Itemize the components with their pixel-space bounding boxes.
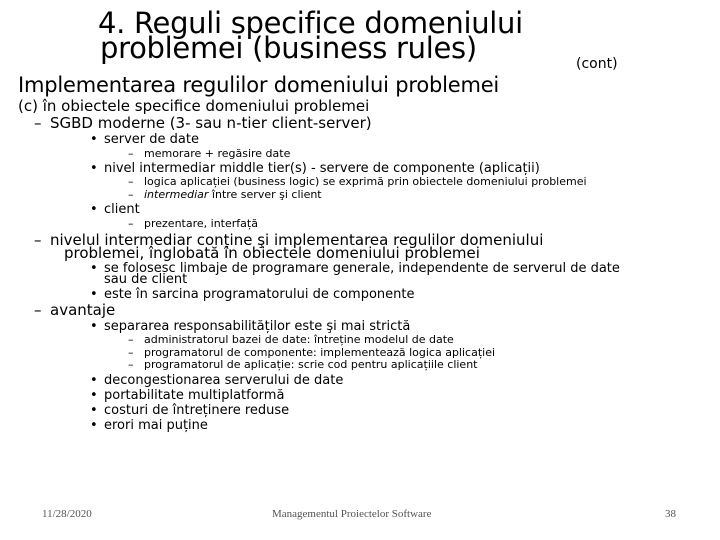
item-nivelul-intermediar-cont: problemei, înglobată în obiectele domeniului problemei	[64, 244, 480, 262]
item-memorare: – memorare + regăsire date	[128, 147, 291, 160]
item-client: • client	[90, 202, 140, 217]
bullet-marker: •	[90, 261, 98, 276]
item-separarea: • separarea responsabilităților este şi mai strictă	[90, 319, 411, 334]
bullet-marker: •	[90, 287, 98, 302]
item-portabilitate: • portabilitate multiplatformă	[90, 388, 285, 403]
slide-subtitle: Implementarea regulilor domeniului problemei	[18, 73, 500, 97]
item-avantaje: – avantaje	[34, 301, 116, 319]
item-erori: • erori mai puține	[90, 418, 208, 433]
item-nivel-intermediar: • nivel intermediar middle tier(s) - servere de componente (aplicații)	[90, 161, 540, 176]
slide-title-line1: 4. Reguli specifice domeniului	[98, 6, 523, 40]
context-line: (c) în obiectele specifice domeniului problemei	[18, 97, 370, 115]
item-server-date: • server de date	[90, 132, 199, 147]
footer-course: Managementul Proiectelor Software	[272, 508, 432, 520]
item-intermediar: – intermediar între server şi client	[128, 188, 322, 201]
item-sgbd: – SGBD moderne (3- sau n-tier client-server)	[34, 114, 372, 132]
item-costuri: • costuri de întreținere reduse	[90, 403, 290, 418]
dash-marker: –	[128, 175, 134, 188]
dash-marker: –	[128, 188, 134, 201]
item-limbaje-cont: sau de client	[104, 272, 188, 287]
item-limbaje: • se folosesc limbaje de programare generale, independente de serverul de date	[90, 261, 620, 276]
dash-marker: –	[34, 301, 42, 319]
bullet-marker: •	[90, 418, 98, 433]
item-prog-aplicatie: – programatorul de aplicație: scrie cod pentru aplicațiile client	[128, 358, 478, 371]
dash-marker: –	[34, 231, 42, 249]
dash-marker: –	[128, 333, 134, 346]
item-admin: – administratorul bazei de date: întreține modelul de date	[128, 333, 454, 346]
bullet-marker: •	[90, 202, 98, 217]
bullet-marker: •	[90, 388, 98, 403]
item-sarcina: • este în sarcina programatorului de componente	[90, 287, 415, 302]
bullet-marker: •	[90, 319, 98, 334]
dash-marker: –	[128, 217, 134, 230]
title-cont-label: (cont)	[576, 56, 618, 72]
dash-marker: –	[128, 346, 134, 359]
item-decongestionarea: • decongestionarea serverului de date	[90, 373, 344, 388]
bullet-marker: •	[90, 132, 98, 147]
item-logica: – logica aplicației (business logic) se exprimă prin obiectele domeniului problemei	[128, 175, 587, 188]
item-prog-componente: – programatorul de componente: implementează logica aplicației	[128, 346, 496, 359]
bullet-marker: •	[90, 161, 98, 176]
footer-date: 11/28/2020	[42, 508, 92, 520]
slide-title-line2: problemei (business rules)	[100, 31, 477, 65]
dash-marker: –	[128, 147, 134, 160]
dash-marker: –	[128, 358, 134, 371]
bullet-marker: •	[90, 403, 98, 418]
item-prezentare: – prezentare, interfață	[128, 217, 258, 230]
item-nivelul-intermediar: – nivelul intermediar conține şi implementarea regulilor domeniului	[34, 231, 544, 249]
bullet-marker: •	[90, 373, 98, 388]
dash-marker: –	[34, 114, 42, 132]
footer-page-number: 38	[665, 508, 676, 520]
